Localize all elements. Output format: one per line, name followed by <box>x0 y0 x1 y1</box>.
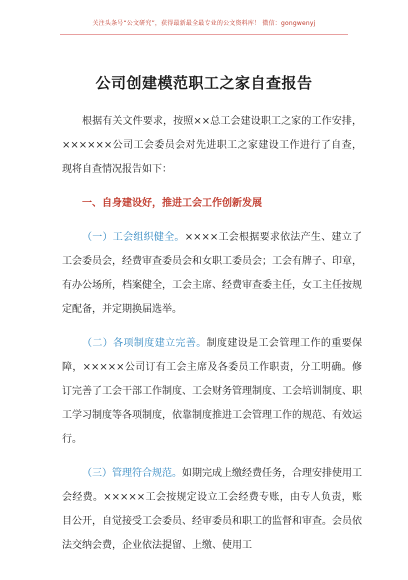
header-banner: 关注头条号“公文研究”，获得最新最全最专业的公文资料库！ 微信：gongwenyj <box>92 20 316 27</box>
item-paragraph-1 <box>62 226 362 322</box>
item-heading-3: （三）管理符合规范。 <box>82 468 182 479</box>
item-body-3: 如期完成上缴经费任务，合理安排使用工会经费。×××××工会按规定设立工会经费专账，由专人负责，账目公开，自觉接受工会委员、经审委员和职工的监督和审查。会员依法交纳会费，企业依法提留、上缴、使用工 <box>62 468 362 551</box>
document-title: 公司创建模范职工之家自查报告 <box>95 74 313 92</box>
item-body-1: ××××工会根据要求依法产生、建立了工会委员会，经费审查委员会和女职工委员会；工会有牌子、印章，有办公场所，档案健全，工会主席、经费审查委主任，女工主任按规定配备，并定期换届选举。 <box>62 232 363 315</box>
section-heading-1: 一、自身建设好，推进工会工作创新发展 <box>82 198 262 209</box>
header-divider <box>60 34 348 35</box>
item-heading-1: （一）工会组织健全。 <box>82 232 185 243</box>
item-paragraph-3 <box>62 462 362 558</box>
item-heading-2: （二）各项制度建立完善。 <box>82 338 207 349</box>
item-paragraph-2 <box>62 332 362 452</box>
document-body <box>62 110 362 568</box>
intro-paragraph: 根据有关文件要求，按照××总工会建设职工之家的工作安排，××××××公司工会委员会对先进职工之家建设工作进行了自查，现将自查情况报告如下： <box>62 116 362 175</box>
item-body-2: 制度建设是工会管理工作的重要保障，×××××公司订有工会主席及各委员工作职责，分工明确。修订完善了工会干部工作制度、工会财务管理制度、工会培训制度、职工学习制度等各项制度，依靠制度推进工会管理工作的规范、有效运行。 <box>62 338 363 445</box>
